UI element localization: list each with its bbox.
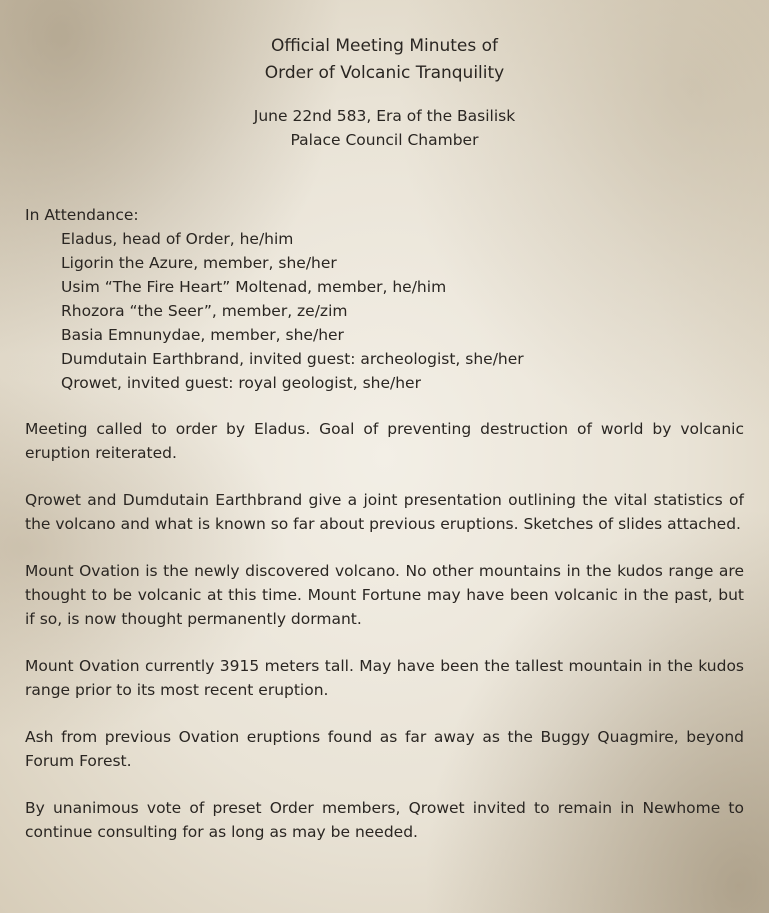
attendee-item: Qrowet, invited guest: royal geologist, she/her xyxy=(61,374,421,392)
paragraph-vote: By unanimous vote of preset Order members, Qrowet invited to remain in Newhome to continue consulting for as long as may be needed. xyxy=(25,799,744,841)
attendee-list xyxy=(25,227,744,395)
paragraph-call-to-order: Meeting called to order by Eladus. Goal of preventing destruction of world by volcanic eruption reiterated. xyxy=(25,420,744,462)
attendee-item: Eladus, head of Order, he/him xyxy=(61,230,294,248)
date-location-block xyxy=(25,104,744,152)
attendee-item: Ligorin the Azure, member, she/her xyxy=(61,254,337,272)
paragraph-presentation: Qrowet and Dumdutain Earthbrand give a joint presentation outlining the vital statistics of the volcano and what is known so far about previous eruptions. Sketches of slides attached. xyxy=(25,491,744,533)
paragraph-height: Mount Ovation currently 3915 meters tall. May have been the tallest mountain in the kudos range prior to its most recent eruption. xyxy=(25,657,744,699)
meeting-location: Palace Council Chamber xyxy=(290,131,479,149)
meeting-date: June 22nd 583, Era of the Basilisk xyxy=(253,107,516,125)
attendee-item: Usim “The Fire Heart” Moltenad, member, he/him xyxy=(61,278,447,296)
paragraph-mount-ovation: Mount Ovation is the newly discovered volcano. No other mountains in the kudos range are thought to be volcanic at this time. Mount Fortune may have been volcanic in the past, but if so, is now thought permanently dormant. xyxy=(25,562,744,628)
document-title xyxy=(25,0,744,87)
paragraph-ash: Ash from previous Ovation eruptions found as far away as the Buggy Quagmire, beyond Forum Forest. xyxy=(25,728,744,770)
attendee-item: Dumdutain Earthbrand, invited guest: archeologist, she/her xyxy=(61,350,524,368)
attendee-item: Rhozora “the Seer”, member, ze/zim xyxy=(61,302,348,320)
title-line-1: Official Meeting Minutes of xyxy=(270,36,499,56)
attendance-label: In Attendance: xyxy=(25,206,139,224)
title-line-2: Order of Volcanic Tranquility xyxy=(264,63,505,83)
attendee-item: Basia Emnunydae, member, she/her xyxy=(61,326,344,344)
